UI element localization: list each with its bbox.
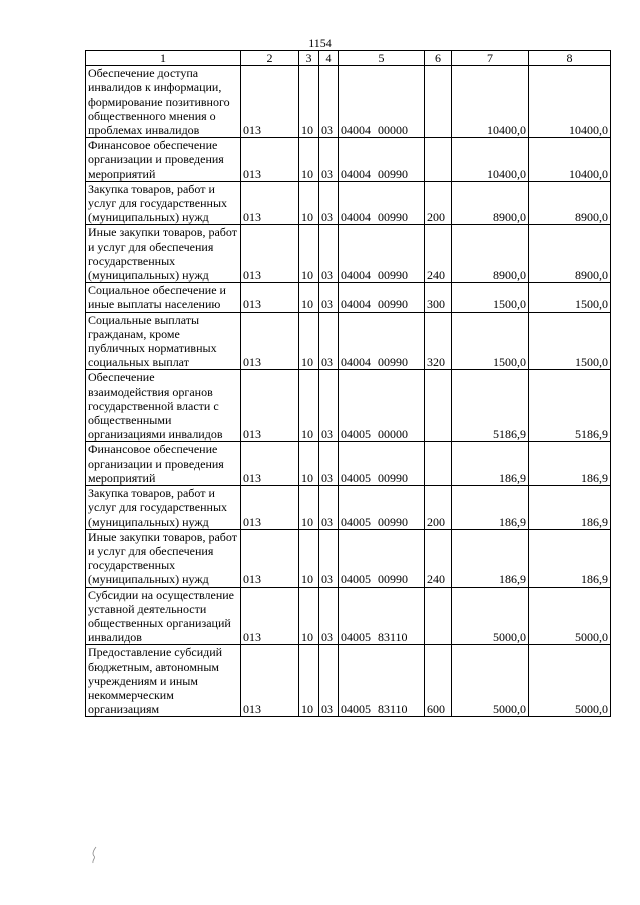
- row-name: Предоставление субсидий бюджетным, автономным учреждениям и иным некоммерческим организациям: [86, 645, 241, 717]
- table-row: [86, 225, 611, 283]
- grbs-code: 013: [241, 181, 299, 225]
- table-row: [86, 442, 611, 486]
- row-name: Финансовое обеспечение организации и проведения мероприятий: [86, 442, 241, 486]
- grbs-code: 013: [241, 283, 299, 312]
- column-header: 7: [452, 51, 529, 66]
- pen-mark: [90, 846, 100, 864]
- subsection-code: 03: [319, 370, 339, 442]
- table-row: [86, 138, 611, 182]
- row-name: Обеспечение взаимодействия органов государственной власти с общественными организациями инвалидов: [86, 370, 241, 442]
- section-code: 10: [299, 283, 319, 312]
- amount-col8: 5186,9: [529, 370, 611, 442]
- expense-type-code: 240: [425, 225, 452, 283]
- section-code: 10: [299, 529, 319, 587]
- amount-col8: 10400,0: [529, 66, 611, 138]
- grbs-code: 013: [241, 312, 299, 370]
- header-row: [86, 51, 611, 66]
- grbs-code: 013: [241, 370, 299, 442]
- expense-type-code: 200: [425, 486, 452, 530]
- table-row: [86, 312, 611, 370]
- subsection-code: 03: [319, 66, 339, 138]
- amount-col8: 8900,0: [529, 181, 611, 225]
- amount-col8: 186,9: [529, 486, 611, 530]
- grbs-code: 013: [241, 225, 299, 283]
- grbs-code: 013: [241, 645, 299, 717]
- amount-col7: 5000,0: [452, 645, 529, 717]
- table-row: [86, 181, 611, 225]
- target-article-code: 04004 00990: [339, 283, 425, 312]
- amount-col7: 10400,0: [452, 66, 529, 138]
- target-article-code: 04004 00990: [339, 312, 425, 370]
- subsection-code: 03: [319, 529, 339, 587]
- table-row: [86, 283, 611, 312]
- expense-type-code: 600: [425, 645, 452, 717]
- row-name: Субсидии на осуществление уставной деятельности общественных организаций инвалидов: [86, 587, 241, 645]
- amount-col8: 1500,0: [529, 283, 611, 312]
- section-code: 10: [299, 645, 319, 717]
- table-row: [86, 486, 611, 530]
- section-code: 10: [299, 66, 319, 138]
- table-row: [86, 66, 611, 138]
- column-header: 2: [241, 51, 299, 66]
- amount-col7: 5186,9: [452, 370, 529, 442]
- row-name: Социальные выплаты гражданам, кроме публичных нормативных социальных выплат: [86, 312, 241, 370]
- amount-col8: 186,9: [529, 529, 611, 587]
- table-row: [86, 645, 611, 717]
- amount-col7: 5000,0: [452, 587, 529, 645]
- target-article-code: 04005 00990: [339, 486, 425, 530]
- row-name: Финансовое обеспечение организации и проведения мероприятий: [86, 138, 241, 182]
- section-code: 10: [299, 138, 319, 182]
- section-code: 10: [299, 442, 319, 486]
- row-name: Закупка товаров, работ и услуг для государственных (муниципальных) нужд: [86, 181, 241, 225]
- amount-col8: 5000,0: [529, 587, 611, 645]
- amount-col7: 1500,0: [452, 283, 529, 312]
- grbs-code: 013: [241, 486, 299, 530]
- expense-type-code: [425, 587, 452, 645]
- table-row: [86, 370, 611, 442]
- expense-type-code: 300: [425, 283, 452, 312]
- expense-type-code: 240: [425, 529, 452, 587]
- target-article-code: 04005 83110: [339, 587, 425, 645]
- section-code: 10: [299, 370, 319, 442]
- amount-col7: 10400,0: [452, 138, 529, 182]
- expense-type-code: [425, 442, 452, 486]
- amount-col7: 186,9: [452, 486, 529, 530]
- amount-col8: 10400,0: [529, 138, 611, 182]
- subsection-code: 03: [319, 442, 339, 486]
- amount-col7: 8900,0: [452, 181, 529, 225]
- subsection-code: 03: [319, 225, 339, 283]
- grbs-code: 013: [241, 66, 299, 138]
- target-article-code: 04005 83110: [339, 645, 425, 717]
- table-row: [86, 587, 611, 645]
- target-article-code: 04004 00990: [339, 181, 425, 225]
- target-article-code: 04005 00990: [339, 442, 425, 486]
- expense-type-code: [425, 138, 452, 182]
- subsection-code: 03: [319, 312, 339, 370]
- section-code: 10: [299, 312, 319, 370]
- subsection-code: 03: [319, 587, 339, 645]
- column-header: 1: [86, 51, 241, 66]
- subsection-code: 03: [319, 138, 339, 182]
- grbs-code: 013: [241, 138, 299, 182]
- amount-col8: 5000,0: [529, 645, 611, 717]
- grbs-code: 013: [241, 529, 299, 587]
- expense-type-code: [425, 370, 452, 442]
- amount-col8: 186,9: [529, 442, 611, 486]
- amount-col7: 8900,0: [452, 225, 529, 283]
- budget-table: [85, 50, 611, 717]
- row-name: Иные закупки товаров, работ и услуг для обеспечения государственных (муниципальных) нужд: [86, 225, 241, 283]
- subsection-code: 03: [319, 283, 339, 312]
- section-code: 10: [299, 181, 319, 225]
- amount-col8: 8900,0: [529, 225, 611, 283]
- amount-col8: 1500,0: [529, 312, 611, 370]
- subsection-code: 03: [319, 181, 339, 225]
- row-name: Обеспечение доступа инвалидов к информации, формирование позитивного общественного мнения о проблемах инвалидов: [86, 66, 241, 138]
- table-row: [86, 529, 611, 587]
- amount-col7: 1500,0: [452, 312, 529, 370]
- grbs-code: 013: [241, 587, 299, 645]
- amount-col7: 186,9: [452, 529, 529, 587]
- column-header: 3: [299, 51, 319, 66]
- subsection-code: 03: [319, 486, 339, 530]
- expense-type-code: 320: [425, 312, 452, 370]
- row-name: Социальное обеспечение и иные выплаты населению: [86, 283, 241, 312]
- section-code: 10: [299, 225, 319, 283]
- expense-type-code: [425, 66, 452, 138]
- amount-col7: 186,9: [452, 442, 529, 486]
- target-article-code: 04004 00990: [339, 138, 425, 182]
- row-name: Закупка товаров, работ и услуг для государственных (муниципальных) нужд: [86, 486, 241, 530]
- row-name: Иные закупки товаров, работ и услуг для обеспечения государственных (муниципальных) нужд: [86, 529, 241, 587]
- target-article-code: 04004 00000: [339, 66, 425, 138]
- target-article-code: 04005 00990: [339, 529, 425, 587]
- grbs-code: 013: [241, 442, 299, 486]
- target-article-code: 04005 00000: [339, 370, 425, 442]
- column-header: 4: [319, 51, 339, 66]
- section-code: 10: [299, 486, 319, 530]
- target-article-code: 04004 00990: [339, 225, 425, 283]
- section-code: 10: [299, 587, 319, 645]
- expense-type-code: 200: [425, 181, 452, 225]
- column-header: 5: [339, 51, 425, 66]
- subsection-code: 03: [319, 645, 339, 717]
- column-header: 6: [425, 51, 452, 66]
- column-header: 8: [529, 51, 611, 66]
- page-number: 1154: [308, 36, 332, 50]
